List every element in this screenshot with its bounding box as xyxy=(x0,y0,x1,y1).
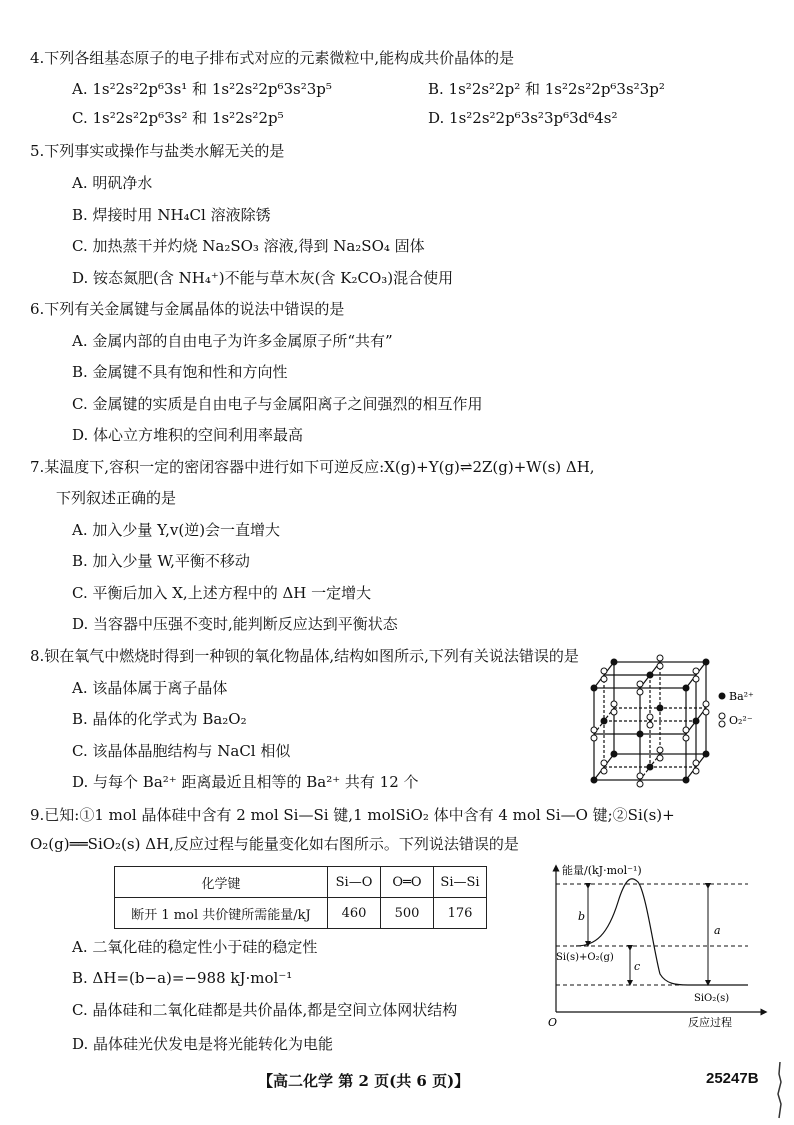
label-b: b xyxy=(578,910,586,923)
reactants-label: Si(s)+O₂(g) xyxy=(556,952,614,963)
q9-option-a: A. 二氧化硅的稳定性小于硅的稳定性 xyxy=(72,938,318,956)
legend-o-label: O₂²⁻ xyxy=(729,714,753,727)
q8-option-a: A. 该晶体属于离子晶体 xyxy=(72,679,228,697)
q5-stem: 5.下列事实或操作与盐类水解无关的是 xyxy=(30,142,285,160)
q5-option-a: A. 明矾净水 xyxy=(72,174,153,192)
q5-option-c: C. 加热蒸干并灼烧 Na₂SO₃ 溶液,得到 Na₂SO₄ 固体 xyxy=(72,237,425,255)
q6-option-c: C. 金属键的实质是自由电子与金属阳离子之间强烈的相互作用 xyxy=(72,395,483,413)
q7-option-b: B. 加入少量 W,平衡不移动 xyxy=(72,552,250,570)
page-code: 25247B xyxy=(706,1070,759,1087)
product-label: SiO₂(s) xyxy=(694,993,730,1004)
q7-option-d: D. 当容器中压强不变时,能判断反应达到平衡状态 xyxy=(72,615,398,633)
q7-option-c: C. 平衡后加入 X,上述方程中的 ΔH 一定增大 xyxy=(72,584,372,602)
q8-option-c: C. 该晶体晶胞结构与 NaCl 相似 xyxy=(72,742,291,760)
q5-option-d: D. 铵态氮肥(含 NH₄⁺)不能与草木灰(含 K₂CO₃)混合使用 xyxy=(72,269,454,287)
table-cell: 断开 1 mol 共价键所需能量/kJ xyxy=(115,898,328,929)
table-cell: 500 xyxy=(381,898,434,929)
q8-stem: 8.钡在氧气中燃烧时得到一种钡的氧化物晶体,结构如图所示,下列有关说法错误的是 xyxy=(30,647,579,665)
q9-stem-line2: O₂(g)══SiO₂(s) ΔH,反应过程与能量变化如右图所示。下列说法错误的是 xyxy=(30,835,519,853)
energy-diagram xyxy=(548,862,770,1030)
q9-stem-line1: 9.已知:①1 mol 晶体硅中含有 2 mol Si—Si 键,1 molSiO₂ 体中含有 4 mol Si—O 键;②Si(s)+ xyxy=(30,806,675,824)
table-header-row xyxy=(115,867,487,898)
table-cell: 176 xyxy=(434,898,487,929)
q9-option-c: C. 晶体硅和二氧化硅都是共价晶体,都是空间立体网状结构 xyxy=(72,1001,458,1019)
table-cell: 460 xyxy=(328,898,381,929)
margin-mark xyxy=(775,1060,785,1120)
page-footer-title: 【高二化学 第 2 页(共 6 页)】 xyxy=(258,1072,470,1090)
q8-option-d: D. 与每个 Ba²⁺ 距离最近且相等的 Ba²⁺ 共有 12 个 xyxy=(72,773,419,791)
q7-option-a: A. 加入少量 Y,v(逆)会一直增大 xyxy=(72,521,281,539)
table-header-cell: 化学键 xyxy=(115,867,328,898)
label-c: c xyxy=(634,960,641,973)
table-header-cell: Si—Si xyxy=(434,867,487,898)
bond-energy-table xyxy=(114,866,487,929)
label-a: a xyxy=(714,924,721,937)
q4-stem: 4.下列各组基态原子的电子排布式对应的元素微粒中,能构成共价晶体的是 xyxy=(30,49,515,67)
table-row xyxy=(115,898,487,929)
legend-ba-label: Ba²⁺ xyxy=(729,690,754,703)
x-axis-label: 反应过程 xyxy=(688,1016,732,1029)
q6-stem: 6.下列有关金属键与金属晶体的说法中错误的是 xyxy=(30,300,345,318)
q6-option-a: A. 金属内部的自由电子为许多金属原子所“共有” xyxy=(72,332,393,350)
energy-curve xyxy=(576,879,748,985)
q4-option-c: C. 1s²2s²2p⁶3s² 和 1s²2s²2p⁵ xyxy=(72,109,284,127)
q7-stem-line2: 下列叙述正确的是 xyxy=(56,489,177,507)
table-header-cell: O═O xyxy=(381,867,434,898)
q5-option-b: B. 焊接时用 NH₄Cl 溶液除锈 xyxy=(72,206,271,224)
q4-option-b: B. 1s²2s²2p² 和 1s²2s²2p⁶3s²3p² xyxy=(428,80,665,98)
legend-ba-marker xyxy=(719,693,726,700)
origin-label: O xyxy=(548,1016,558,1029)
q6-option-b: B. 金属键不具有饱和性和方向性 xyxy=(72,363,288,381)
q6-option-d: D. 体心立方堆积的空间利用率最高 xyxy=(72,426,304,444)
q7-stem-line1: 7.某温度下,容积一定的密闭容器中进行如下可逆反应:X(g)+Y(g)⇌2Z(g)+W(s) ΔH, xyxy=(30,458,595,476)
q9-option-b: B. ΔH=(b−a)=−988 kJ·mol⁻¹ xyxy=(72,969,293,987)
q4-option-d: D. 1s²2s²2p⁶3s²3p⁶3d⁶4s² xyxy=(428,109,618,127)
table-header-cell: Si—O xyxy=(328,867,381,898)
legend-o-marker xyxy=(719,721,725,727)
q4-option-a: A. 1s²2s²2p⁶3s¹ 和 1s²2s²2p⁶3s²3p⁵ xyxy=(72,80,332,98)
crystal-structure-figure xyxy=(588,654,778,806)
y-axis-label: 能量/(kJ·mol⁻¹) xyxy=(562,864,642,877)
q9-option-d: D. 晶体硅光伏发电是将光能转化为电能 xyxy=(72,1035,334,1053)
q8-option-b: B. 晶体的化学式为 Ba₂O₂ xyxy=(72,710,247,728)
